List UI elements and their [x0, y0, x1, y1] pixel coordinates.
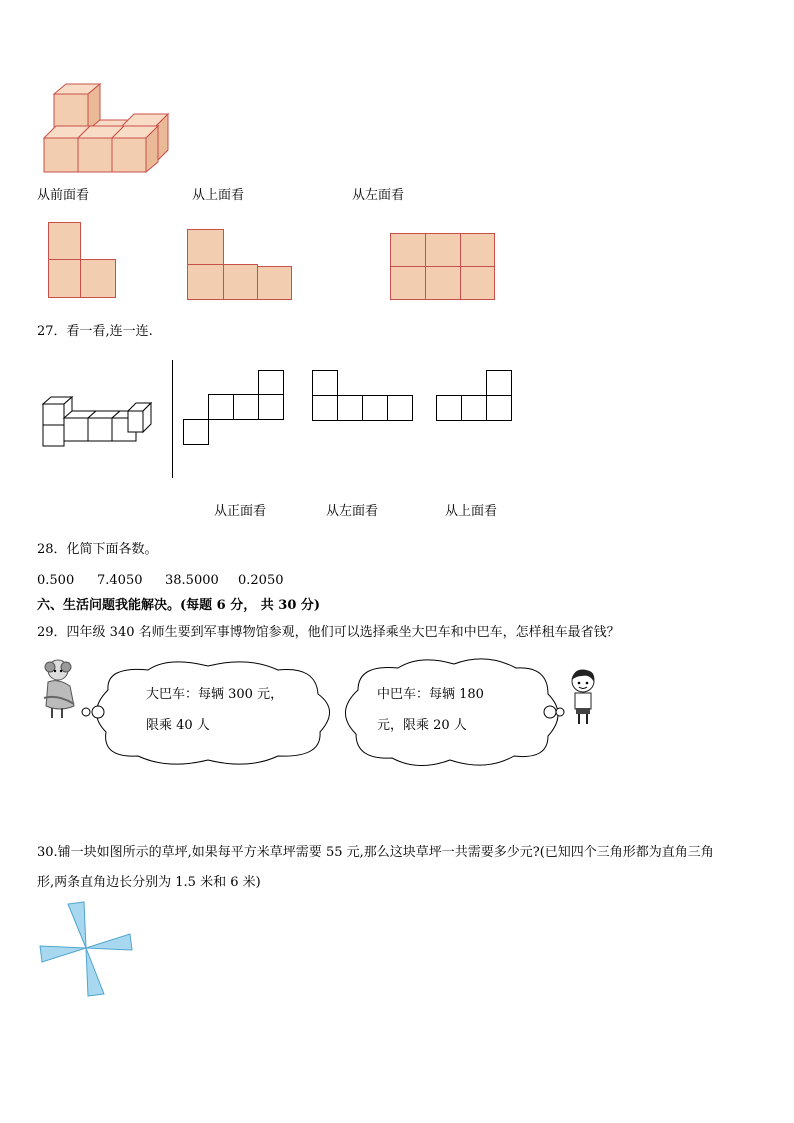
q27-title: 27．看一看,连一连. — [37, 324, 153, 339]
bubble-left-line-1: 大巴车：每辆 300 元， — [146, 687, 284, 702]
cube-stack-3d-figure — [40, 80, 175, 175]
q28-number-3: 38.5000 — [165, 573, 219, 588]
q29-title: 29．四年级 340 名师生要到军事博物馆参观，他们可以选择乘坐大巴车和中巴车，怎样租车最省钱？ — [37, 625, 620, 640]
pinwheel-lawn-figure — [38, 900, 138, 1000]
q28-number-1: 0.500 — [37, 573, 75, 588]
boy-cartoon-icon — [568, 668, 598, 726]
bubble-right-line-2: 元，限乘 20 人 — [377, 718, 467, 733]
q27-divider-line — [172, 360, 173, 478]
speech-bubble-right — [336, 656, 568, 774]
q27-view-front-label: 从正面看 — [214, 504, 267, 519]
q30-line-1: 30.铺一块如图所示的草坪,如果每平方米草坪需要 55 元,那么这块草坪一共需要多少元?(已知四个三角形都为直角三角 — [37, 845, 714, 860]
q27-shape-a-figure — [182, 370, 286, 448]
q28-title: 28．化简下面各数。 — [37, 542, 158, 557]
bubble-left-line-2: 限乘 40 人 — [146, 718, 210, 733]
q27-shape-b-figure — [312, 370, 416, 424]
q26-view-top-label: 从上面看 — [192, 188, 245, 203]
section-6-heading: 六、生活问题我能解决。(每题 6 分， 共 30 分) — [37, 598, 321, 613]
q27-cube-row-3d-figure — [40, 394, 155, 448]
q26-view-front-figure — [48, 222, 118, 300]
girl-cartoon-icon — [40, 658, 78, 722]
q30-line-2: 形,两条直角边长分别为 1.5 米和 6 米) — [37, 875, 261, 890]
q28-number-2: 7.4050 — [97, 573, 143, 588]
speech-bubble-left — [78, 660, 338, 770]
q26-view-left-label: 从左面看 — [352, 188, 405, 203]
q28-number-4: 0.2050 — [238, 573, 284, 588]
q27-view-top-label: 从上面看 — [445, 504, 498, 519]
bubble-right-line-1: 中巴车：每辆 180 — [377, 687, 484, 702]
q26-view-top-figure — [187, 229, 295, 301]
q26-view-left-figure — [390, 233, 498, 301]
q27-view-left-label: 从左面看 — [326, 504, 379, 519]
q26-view-front-label: 从前面看 — [37, 188, 90, 203]
q27-shape-c-figure — [436, 370, 516, 424]
